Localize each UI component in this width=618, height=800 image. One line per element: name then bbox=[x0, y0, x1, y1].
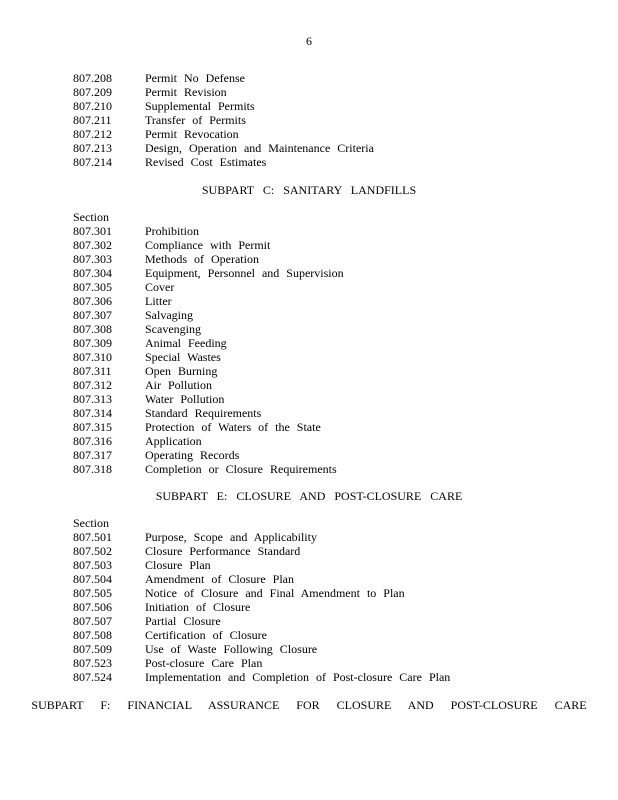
section-row bbox=[73, 392, 593, 406]
section-title: Application bbox=[145, 434, 202, 448]
section-title: Methods of Operation bbox=[145, 252, 259, 266]
section-number: 807.523 bbox=[73, 656, 112, 670]
section-title: Prohibition bbox=[145, 224, 200, 238]
section-title: Purpose, Scope and Applicability bbox=[145, 530, 317, 544]
section-row bbox=[73, 378, 593, 392]
subpart-f-heading: SUBPART F: FINANCIAL ASSURANCE FOR CLOSURE AND POST-CLOSURE CARE bbox=[31, 698, 587, 712]
section-number: 807.318 bbox=[73, 462, 112, 476]
section-row bbox=[73, 420, 593, 434]
section-list-general bbox=[73, 71, 593, 169]
section-row bbox=[73, 572, 593, 586]
section-number: 807.209 bbox=[73, 85, 112, 99]
section-row bbox=[73, 238, 593, 252]
section-row bbox=[73, 530, 593, 544]
section-title: Design, Operation and Maintenance Criteria bbox=[145, 141, 374, 155]
section-row bbox=[73, 336, 593, 350]
section-title: Post-closure Care Plan bbox=[145, 656, 263, 670]
section-number: 807.302 bbox=[73, 238, 112, 252]
section-title: Transfer of Permits bbox=[145, 113, 246, 127]
section-title: Revised Cost Estimates bbox=[145, 155, 267, 169]
section-number: 807.306 bbox=[73, 294, 112, 308]
section-row bbox=[73, 586, 593, 600]
section-list-subpart-c bbox=[73, 210, 593, 476]
section-number: 807.506 bbox=[73, 600, 112, 614]
section-title: Closure Performance Standard bbox=[145, 544, 301, 558]
section-number: 807.309 bbox=[73, 336, 112, 350]
section-title: Protection of Waters of the State bbox=[145, 420, 321, 434]
section-row bbox=[73, 448, 593, 462]
section-row bbox=[73, 350, 593, 364]
section-row bbox=[73, 252, 593, 266]
section-number: 807.509 bbox=[73, 642, 112, 656]
section-number: 807.313 bbox=[73, 392, 112, 406]
section-number: 807.301 bbox=[73, 224, 112, 238]
section-number: 807.311 bbox=[73, 364, 112, 378]
section-label: Section bbox=[73, 516, 109, 530]
section-row bbox=[73, 656, 593, 670]
section-number: 807.504 bbox=[73, 572, 112, 586]
section-title: Open Burning bbox=[145, 364, 218, 378]
section-title: Implementation and Completion of Post-closure Care Plan bbox=[145, 670, 451, 684]
section-row bbox=[73, 406, 593, 420]
subpart-e-heading: SUBPART E: CLOSURE AND POST-CLOSURE CARE bbox=[155, 489, 463, 503]
section-number: 807.503 bbox=[73, 558, 112, 572]
section-row bbox=[73, 113, 593, 127]
section-row bbox=[73, 280, 593, 294]
section-number: 807.305 bbox=[73, 280, 112, 294]
section-number: 807.312 bbox=[73, 378, 112, 392]
section-row bbox=[73, 628, 593, 642]
section-title: Air Pollution bbox=[145, 378, 213, 392]
section-row bbox=[73, 141, 593, 155]
section-row bbox=[73, 71, 593, 85]
section-title: Certification of Closure bbox=[145, 628, 267, 642]
section-title: Water Pollution bbox=[145, 392, 225, 406]
section-number: 807.314 bbox=[73, 406, 112, 420]
section-number: 807.508 bbox=[73, 628, 112, 642]
section-number: 807.507 bbox=[73, 614, 112, 628]
section-title: Closure Plan bbox=[145, 558, 211, 572]
section-title: Partial Closure bbox=[145, 614, 221, 628]
section-title: Supplemental Permits bbox=[145, 99, 255, 113]
section-number: 807.211 bbox=[73, 113, 112, 127]
section-number: 807.501 bbox=[73, 530, 112, 544]
section-number: 807.303 bbox=[73, 252, 112, 266]
section-number: 807.505 bbox=[73, 586, 112, 600]
section-row bbox=[73, 544, 593, 558]
section-number: 807.307 bbox=[73, 308, 112, 322]
section-label: Section bbox=[73, 210, 109, 224]
section-title: Standard Requirements bbox=[145, 406, 262, 420]
subpart-c-heading: SUBPART C: SANITARY LANDFILLS bbox=[201, 183, 417, 197]
section-title: Notice of Closure and Final Amendment to Plan bbox=[145, 586, 405, 600]
section-title: Animal Feeding bbox=[145, 336, 227, 350]
section-title: Operating Records bbox=[145, 448, 240, 462]
section-row bbox=[73, 322, 593, 336]
section-row bbox=[73, 155, 593, 169]
section-row bbox=[73, 266, 593, 280]
section-title: Salvaging bbox=[145, 308, 193, 322]
section-number: 807.317 bbox=[73, 448, 112, 462]
section-row bbox=[73, 434, 593, 448]
section-title: Scavenging bbox=[145, 322, 201, 336]
section-row bbox=[73, 670, 593, 684]
section-title: Permit Revocation bbox=[145, 127, 239, 141]
section-row bbox=[73, 127, 593, 141]
section-title: Compliance with Permit bbox=[145, 238, 271, 252]
section-number: 807.308 bbox=[73, 322, 112, 336]
section-title: Amendment of Closure Plan bbox=[145, 572, 294, 586]
section-title: Use of Waste Following Closure bbox=[145, 642, 318, 656]
section-title: Permit No Defense bbox=[145, 71, 245, 85]
section-row bbox=[73, 294, 593, 308]
section-row bbox=[73, 614, 593, 628]
section-row bbox=[73, 99, 593, 113]
section-row bbox=[73, 642, 593, 656]
section-row bbox=[73, 600, 593, 614]
section-title: Special Wastes bbox=[145, 350, 221, 364]
section-row bbox=[73, 308, 593, 322]
section-title: Cover bbox=[145, 280, 175, 294]
section-title: Initiation of Closure bbox=[145, 600, 251, 614]
section-number: 807.214 bbox=[73, 155, 112, 169]
section-title: Permit Revision bbox=[145, 85, 227, 99]
section-row bbox=[73, 85, 593, 99]
section-title: Litter bbox=[145, 294, 172, 308]
section-number: 807.315 bbox=[73, 420, 112, 434]
section-number: 807.304 bbox=[73, 266, 112, 280]
section-number: 807.502 bbox=[73, 544, 112, 558]
section-title: Equipment, Personnel and Supervision bbox=[145, 266, 344, 280]
section-number: 807.213 bbox=[73, 141, 112, 155]
section-row bbox=[73, 224, 593, 238]
section-number: 807.212 bbox=[73, 127, 112, 141]
page-number: 6 bbox=[306, 34, 312, 48]
section-number: 807.524 bbox=[73, 670, 112, 684]
section-number: 807.316 bbox=[73, 434, 112, 448]
section-row bbox=[73, 462, 593, 476]
section-row bbox=[73, 558, 593, 572]
section-number: 807.208 bbox=[73, 71, 112, 85]
section-number: 807.310 bbox=[73, 350, 112, 364]
section-row bbox=[73, 364, 593, 378]
section-list-subpart-e bbox=[73, 516, 593, 684]
section-number: 807.210 bbox=[73, 99, 112, 113]
section-title: Completion or Closure Requirements bbox=[145, 462, 337, 476]
